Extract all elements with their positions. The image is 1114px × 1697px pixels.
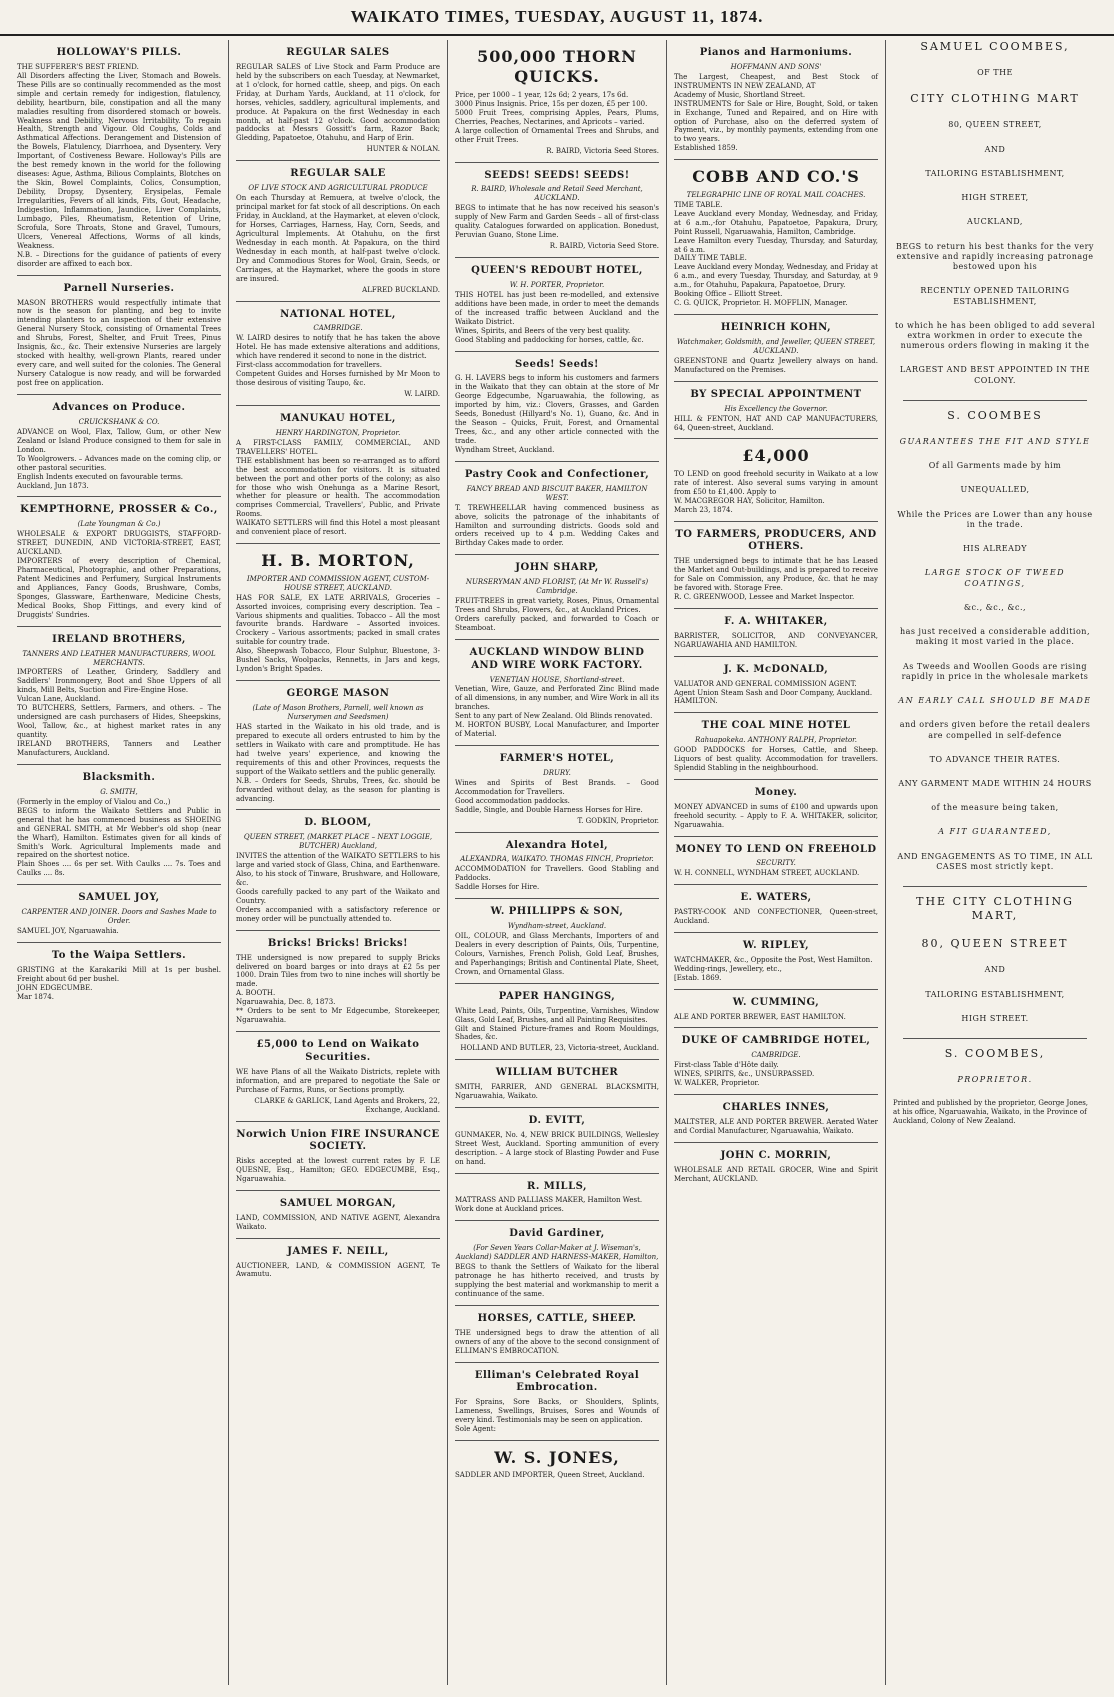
advertisement: [455, 1174, 659, 1222]
advertisement-subheading: (For Seven Years Collar-Maker at J. Wiseman's, Auckland) SADDLER AND HARNESS-MAKER, Hamilton,: [455, 1244, 659, 1262]
advertisement-heading: E. WATERS,: [740, 892, 812, 904]
advertisement-body: Venetian, Wire, Gauze, and Perforated Zinc Blind made of all dimensions, in any number, and Wire Work in all its branches. Sent to any part of New Zealand. Old Blinds renovated. M. HORTON BUSBY, Local Manufacturer, and Importer of Material.: [455, 685, 659, 739]
advertisement-heading: JAMES F. NEILL,: [287, 1245, 389, 1257]
coombes-line: AUCKLAND,: [967, 217, 1023, 227]
column-5-coombes-advert: [886, 40, 1104, 1685]
advertisement: [455, 1060, 659, 1108]
advertisement-body: GUNMAKER, No. 4, NEW BRICK BUILDINGS, Wellesley Street West, Auckland. Sporting ammunition of every description. – A large stock of Blasting Powder and Fuse on hand.: [455, 1130, 659, 1166]
advertisement-body: MASON BROTHERS would respectfully intimate that now is the season for planting, and beg to invite intending planters to an inspection of their extensive General Nursery Stock, consisting of Ornamental Trees and Shrubs, Forest, Shelter, and Fruit Trees, Pinus Insignis, &c., &c. Their extensive Nurseries are largely stocked with healthy, well-grown Plants, reared under every care, and well suited for the colonies. The General Nursery Catalogue is now ready, and will be forwarded post free on application.: [17, 298, 221, 388]
advertisement: [674, 522, 878, 609]
advertisement-body: White Lead, Paints, Oils, Turpentine, Varnishes, Window Glass, Gold Leaf, Brushes, and all Painting Requisites. Gilt and Stained Picture-frames and Room Mouldings, Shades, &c.: [455, 1006, 659, 1042]
advertisement-body: ACCOMMODATION for Travellers. Good Stabling and Paddocks. Saddle Horses for Hire.: [455, 865, 659, 892]
advertisement-body: VALUATOR AND GENERAL COMMISSION AGENT. Agent Union Steam Sash and Door Company, Auckland. HAMILTON.: [674, 679, 873, 706]
advertisement-subheading: SECURITY.: [756, 859, 796, 868]
coombes-line: S. COOMBES: [947, 408, 1043, 422]
advertisement-signature: R. BAIRD, Victoria Seed Stores.: [546, 146, 659, 155]
advertisement-heading: WILLIAM BUTCHER: [495, 1067, 619, 1079]
advertisement-heading: BY SPECIAL APPOINTMENT: [690, 388, 862, 400]
coombes-line: RECENTLY OPENED TAILORING ESTABLISHMENT,: [920, 286, 1070, 306]
coombes-line: &c., &c., &c.,: [963, 602, 1027, 612]
coombes-line: AND: [984, 965, 1006, 975]
advertisement: [455, 462, 659, 555]
advertisement-heading: KEMPTHORNE, PROSSER & Co.,: [20, 504, 218, 516]
advertisement-subheading: G. SMITH,: [100, 787, 138, 796]
advertisement-subheading: (Late of Mason Brothers, Parnell, well known as Nurserymen and Seedsmen): [252, 703, 424, 721]
advertisement-heading: D. BLOOM,: [304, 817, 372, 829]
advertisement-signature: HUNTER & NOLAN.: [366, 145, 440, 154]
column-4: [667, 40, 886, 1685]
advertisement: [17, 276, 221, 395]
coombes-line: As Tweeds and Woollen Goods are rising rapidly in price in the wholesale markets: [901, 661, 1089, 681]
advertisement-heading: HOLLOWAY'S PILLS.: [56, 47, 182, 58]
advertisement-subheading: FANCY BREAD AND BISCUIT BAKER, HAMILTON WEST.: [466, 484, 648, 502]
advertisement-signature: R. BAIRD, Victoria Seed Store.: [549, 242, 659, 251]
advertisement: [674, 439, 878, 521]
advertisement: [674, 1095, 878, 1143]
coombes-line: PROPRIETOR.: [957, 1075, 1033, 1085]
advertisement-body: SMITH, FARRIER, AND GENERAL BLACKSMITH, Ngaruawahia, Waikato.: [455, 1083, 659, 1101]
advertisement: [17, 943, 221, 1008]
newspaper-title: WAIKATO TIMES, TUESDAY, AUGUST 11, 1874.: [350, 7, 764, 26]
advertisement-signature: HOLLAND AND BUTLER, 23, Victoria-street, Auckland.: [460, 1044, 659, 1053]
masthead: [0, 0, 1114, 36]
advertisement: [455, 352, 659, 462]
advertisement-body: For Sprains, Sore Backs, or Shoulders, Splints, Lameness, Swellings, Bruises, Sores and Wounds of every kind. Testimonials may be seen on application. Sole Agent:: [455, 1398, 659, 1434]
advertisement-heading: DUKE OF CAMBRIDGE HOTEL,: [681, 1035, 871, 1047]
advertisement: [17, 497, 221, 626]
advertisement: [455, 1108, 659, 1174]
coombes-line: 80, QUEEN STREET,: [948, 120, 1042, 130]
advertisement-heading: David Gardiner,: [509, 1228, 605, 1240]
page-columns: [10, 40, 1104, 1685]
advertisement-subheading: VENETIAN HOUSE, Shortland-street.: [489, 675, 625, 684]
advertisement-heading: QUEEN'S REDOUBT HOTEL,: [471, 265, 643, 277]
advertisement-heading: Advances on Produce.: [52, 402, 186, 414]
advertisement: [674, 713, 878, 780]
coombes-line: LARGE STOCK OF TWEED COATINGS,: [924, 568, 1066, 588]
advertisement: [236, 1032, 440, 1121]
advertisement: [455, 640, 659, 746]
advertisement-heading: JOHN C. MORRIN,: [720, 1149, 832, 1161]
advertisement: [455, 555, 659, 640]
advertisement-heading: SEEDS! SEEDS! SEEDS!: [484, 169, 630, 181]
advertisement: [455, 40, 659, 163]
coombes-line: of the measure being taken,: [931, 803, 1059, 813]
advertisement: [236, 931, 440, 1032]
column-1: [10, 40, 229, 1685]
advertisement: [674, 933, 878, 990]
advertisement: [674, 609, 878, 657]
advertisement-body: ADVANCE on Wool, Flax, Tallow, Gum, or other New Zealand or Island Produce consigned to them for sale in London. To Woolgrowers. – Advances made on the coming clip, or other pastoral securities. English Indents executed on favourable terms. Auckland, Jun 1873.: [17, 427, 221, 490]
advertisement: [236, 1122, 440, 1191]
advertisement-subheading: Rahuapokeka. ANTHONY RALPH, Proprietor.: [695, 736, 857, 745]
coombes-line: LARGEST AND BEST APPOINTED IN THE COLONY.: [899, 365, 1091, 385]
coombes-line: TO ADVANCE THEIR RATES.: [929, 754, 1061, 764]
advertisement-body: SAMUEL JOY, Ngaruawahia.: [17, 927, 119, 936]
advertisement: [17, 395, 221, 497]
advertisement-body: First-class Table d'Hôte daily. WINES, SPIRITS, &c., UNSURPASSED. W. WALKER, Proprietor.: [674, 1061, 815, 1088]
column-2: [229, 40, 448, 1685]
advertisement: [236, 1191, 440, 1239]
advertisement: [455, 163, 659, 258]
advertisement-subheading: NURSERYMAN AND FLORIST, (At Mr W. Russell's) Cambridge.: [465, 578, 649, 596]
advertisement-body: BEGS to thank the Settlers of Waikato for the liberal patronage he has hitherto received, and trusts by supplying the best material and workmanship to merit a continuance of the same.: [455, 1263, 659, 1298]
advertisement-body: WE have Plans of all the Waikato Districts, replete with information, and are prepared to negotiate the Sale or Purchase of Farms, Runs, or Sections promptly.: [236, 1067, 440, 1094]
advertisement-heading: COBB AND CO.'S: [692, 167, 860, 187]
advertisement: [674, 837, 878, 886]
advertisement: [455, 1441, 659, 1486]
coombes-line: to which he has been obliged to add several extra workmen in order to execute the numerous orders flowing in making it the: [894, 320, 1096, 351]
advertisement-heading: R. MILLS,: [527, 1180, 587, 1192]
advertisement-body: MALTSTER, ALE AND PORTER BREWER. Aerated Water and Cordial Manufacturer, Ngaruawahia, Waikato.: [674, 1117, 878, 1135]
advertisement-heading: HEINRICH KOHN,: [720, 322, 832, 334]
advertisement-heading: Blacksmith.: [82, 771, 156, 783]
divider: [903, 886, 1087, 887]
advertisement-subheading: Watchmaker, Goldsmith, and Jeweller, QUEEN STREET, AUCKLAND.: [676, 337, 876, 355]
advertisement-heading: Norwich Union FIRE INSURANCE SOCIETY.: [236, 1128, 440, 1153]
advertisement: [236, 1239, 440, 1286]
advertisement-body: THIS HOTEL has just been re-modelled, and extensive additions have been made, in order to meet the demands of the increased traffic between Auckland and the Waikato District. Wines, Spirits, and Beers of the very best quality. Good Stabling and paddocking for horses, cattle, &c.: [455, 290, 659, 344]
coombes-line: 80, QUEEN STREET: [921, 937, 1069, 951]
advertisement-body: THE undersigned begs to intimate that he has Leased the Market and Out-buildings, and is prepared to receive for Sale on Commission, any Produce, &c. that he may be favored with. Storage Free. R. C. GREENWOOD, Lessee and Market Inspector.: [674, 557, 878, 602]
advertisement-body: GREENSTONE and Quartz Jewellery always on hand. Manufactured on the Premises.: [674, 356, 878, 374]
advertisement-body: LAND, COMMISSION, AND NATIVE AGENT, Alexandra Waikato.: [236, 1213, 440, 1231]
divider: [903, 1038, 1087, 1039]
advertisement-heading: W. CUMMING,: [732, 996, 820, 1008]
advertisement-subheading: TELEGRAPHIC LINE OF ROYAL MAIL COACHES.: [686, 190, 866, 199]
advertisement: [236, 40, 440, 161]
advertisement-body: INVITES the attention of the WAIKATO SETTLERS to his large and varied stock of Glass, China, and Earthenware. Also, to his stock of Tinware, Brushware, and Holloware, &c. Goods carefully packed to any part of the Waikato and Country. Orders accompanied with a satisfactory reference or money order will be punctually attended to.: [236, 852, 440, 923]
advertisement: [674, 885, 878, 933]
coombes-line: HIS ALREADY: [962, 544, 1028, 554]
advertisement-signature: CLARKE & GARLICK, Land Agents and Brokers, 22, Exchange, Auckland.: [254, 1096, 440, 1114]
advertisement-body: TIME TABLE. Leave Auckland every Monday, Wednesday, and Friday, at 6 a.m.,-for Otahuhu, Papatoetoe, Papakura, Drury, Point Russell, Ngaruawahia, Hamilton, Cambridge. Leave Hamilton every Tuesday, Thursday, and Saturday, at 6 a.m. DAILY TIME TABLE. Leave Auckland every Monday, Wednesday, and Friday at 6 a.m., and every Tuesday, Thursday, and Saturday, at 9 a.m., for Otahuhu, Papakura, Papatoetoe, Drury. Booking Office – Elliott Street. C. G. QUICK, Proprietor. H. MOFFLIN, Manager.: [674, 200, 878, 308]
advertisement-subheading: CAMBRIDGE.: [751, 1051, 801, 1060]
advertisement-heading: GEORGE MASON: [286, 688, 390, 700]
advertisement-heading: NATIONAL HOTEL,: [280, 308, 396, 320]
advertisement-heading: Alexandra Hotel,: [505, 839, 609, 851]
advertisement-heading: To the Waipa Settlers.: [51, 949, 187, 961]
advertisement-heading: Seeds! Seeds!: [515, 358, 599, 370]
advertisement-body: On each Thursday at Remuera, at twelve o'clock, the principal market for fat stock of all descriptions. On each Friday, in Auckland, at the Haymarket, at eleven o'clock, for Horses, Carriages, Harness, Hay, Corn, Seeds, and Agricultural Implements. At Otahuhu, on the first Wednesday in each month. At Papakura, on the third Wednesday in each month, at half-past twelve o'clock. Dry and Commodious Stores for Wool, Grain, Seeds, or Carriages, at the Haymarket, where the goods in store are insured.: [236, 194, 440, 283]
advertisement-heading: H. B. MORTON,: [261, 551, 415, 571]
advertisement-extra: Academy of Music, Shortland Street. INSTRUMENTS for Sale or Hire, Bought, Sold, or taken in Exchange, Tuned and Repaired, and on Hire with option of Purchase, also on the deferred system of Payment, viz., by monthly payments, extending from one to two years. Established 1859.: [674, 90, 878, 153]
advertisement-heading: AUCKLAND WINDOW BLIND AND WIRE WORK FACTORY.: [469, 646, 645, 671]
printer-imprint: Printed and published by the proprietor, George Jones, at his office, Ngaruawahia, Waikato, in the Province of Auckland, Colony of New Zealand.: [893, 1099, 1089, 1126]
coombes-line: has just received a considerable addition, making it most varied in the place.: [899, 627, 1090, 647]
advertisement-heading: TO FARMERS, PRODUCERS, AND OTHERS.: [675, 528, 877, 553]
advertisement-subheading: CRUICKSHANK & CO.: [78, 417, 160, 426]
advertisement: [236, 161, 440, 301]
advertisement-heading: CHARLES INNES,: [722, 1102, 830, 1114]
advertisement-subheading: ALEXANDRA, WAIKATO. THOMAS FINCH, Proprietor.: [460, 855, 654, 864]
coombes-line: CITY CLOTHING MART: [910, 92, 1080, 106]
advertisement: [236, 810, 440, 930]
advertisement-body: AUCTIONEER, LAND, & COMMISSION AGENT, Te Awamutu.: [236, 1261, 440, 1279]
advertisement-heading: REGULAR SALES: [286, 47, 390, 58]
column-3: [448, 40, 667, 1685]
advertisement-heading: W. S. JONES,: [494, 1447, 620, 1467]
coombes-line: OF THE: [977, 68, 1013, 78]
advertisement-subheading: CAMBRIDGE.: [313, 324, 363, 333]
advertisement-heading: 500,000 THORN QUICKS.: [477, 47, 637, 87]
advertisement: [236, 302, 440, 406]
advertisement-body: A FIRST-CLASS FAMILY, COMMERCIAL, AND TRAVELLERS' HOTEL. THE establishment has been so re-arranged as to afford the best accommodation for visitors. It is situated between the port and other ports of the colony; as also for those who wish Onehunga as a Marine Resort, whether for pleasure or health. The accommodation comprises Commercial, Travellers', Public, and Private Rooms. WAIKATO SETTLERS will find this Hotel a most pleasant and convenient place of resort.: [236, 438, 440, 537]
advertisement: [455, 833, 659, 900]
advertisement-body: OIL, COLOUR, and Glass Merchants, Importers of and Dealers in every description of Paints, Oils, Turpentine, Colours, Varnishes, French Polish, Gold Leaf, Brushes, and Paperhangings; British and Continental Plate, Sheet, Crown, and Ornamental Glass.: [455, 932, 659, 976]
advertisement-heading: PAPER HANGINGS,: [498, 990, 616, 1002]
advertisement-body: BARRISTER, SOLICITOR, AND CONVEYANCER, NGARUAWAHIA AND HAMILTON.: [674, 631, 878, 649]
advertisement-body: (Formerly in the employ of Vialou and Co.,) BEGS to inform the Waikato Settlers and Public in general that he has commenced business as SHOEING and GENERAL SMITH, at Mr Webber's old shop (near the Wharf), Hamilton. Estimates given for all kinds of Smith's Work. Agricultural Implements made and repaired on the shortest notice. Plain Shoes .... 6s per set. With Caulks .... 7s. Toes and Caulks .... 8s.: [17, 797, 221, 878]
advertisement-heading: SAMUEL MORGAN,: [279, 1198, 397, 1210]
advertisement-body: W. H. CONNELL, WYNDHAM STREET, AUCKLAND.: [674, 869, 860, 878]
advertisement-subheading: CARPENTER AND JOINER. Doors and Sashes Made to Order.: [21, 908, 217, 926]
advertisement-body: TO LEND on good freehold security in Waikato at a low rate of interest. Also several sums varying in amount from £50 to £1,400. Apply to W. MACGREGOR HAY, Solicitor, Hamilton. March 23, 1874.: [674, 469, 878, 514]
advertisement-body: W. LAIRD desires to notify that he has taken the above Hotel. He has made extensive alterations and additions, which have rendered it second to none in the district. First-class accommodation for travellers. Competent Guides and Horses furnished by Mr Moon to those desirous of visiting Taupo, &c.: [236, 334, 440, 388]
coombes-line: TAILORING ESTABLISHMENT,: [925, 989, 1065, 999]
coombes-line: UNEQUALLED,: [960, 485, 1030, 495]
advertisement-subheading: (Late Youngman & Co.): [77, 520, 161, 529]
coombes-line: AND: [984, 144, 1006, 154]
advertisement: [674, 657, 878, 714]
advertisement-body: MONEY ADVANCED in sums of £100 and upwards upon freehold security. – Apply to F. A. WHITAKER, solicitor, Ngaruawahia.: [674, 802, 878, 829]
advertisement-heading: MONEY TO LEND ON FREEHOLD: [675, 843, 877, 855]
advertisement-subheading: QUEEN STREET, (MARKET PLACE – NEXT LOGGIE, BUTCHER) Auckland,: [243, 833, 433, 851]
coombes-line: and orders given before the retail dealers are compelled in self-defence: [899, 720, 1091, 740]
coombes-line: S. COOMBES,: [944, 1047, 1046, 1061]
advertisement-body: The Largest, Cheapest, and Best Stock of INSTRUMENTS IN NEW ZEALAND, AT: [674, 72, 878, 90]
advertisement-body: HILL & FENTON, HAT AND CAP MANUFACTURERS, 64, Queen-street, Auckland.: [674, 414, 878, 432]
advertisement-subheading: Wyndham-street, Auckland.: [507, 922, 607, 931]
advertisement-heading: IRELAND BROTHERS,: [52, 633, 186, 645]
advertisement: [674, 40, 878, 160]
coombes-line: THE CITY CLOTHING MART,: [916, 895, 1074, 923]
advertisement: [17, 627, 221, 765]
advertisement: [674, 780, 878, 837]
advertisement-body: GOOD PADDOCKS for Horses, Cattle, and Sheep. Liquors of best quality. Accommodation for travellers. Splendid Stabling in the neighbourhood.: [674, 746, 878, 773]
advertisement-subheading: TANNERS AND LEATHER MANUFACTURERS, WOOL MERCHANTS.: [22, 649, 216, 667]
advertisement-body: SADDLER AND IMPORTER, Queen Street, Auckland.: [455, 1471, 645, 1480]
advertisement-body: WATCHMAKER, &c., Opposite the Post, West Hamilton. Wedding-rings, Jewellery, etc., [Estab. 1869.: [674, 955, 873, 982]
advertisement-signature: T. GODKIN, Proprietor.: [577, 816, 659, 825]
advertisement-subheading: His Excellency the Governor.: [724, 404, 828, 413]
advertisement: [236, 544, 440, 681]
advertisement-body: THE undersigned is now prepared to supply Bricks delivered on board barges or into drays at £2 5s per 1000. Drain Tiles from two to nine inches will shortly be made. A. BOOTH. Ngaruawahia, Dec. 8, 1873. ** Orders to be sent to Mr Edgecumbe, Storekeeper, Ngaruawahia.: [236, 953, 440, 1025]
advertisement-body: Price, per 1000 – 1 year, 12s 6d; 2 years, 17s 6d. 3000 Pinus Insignis. Price, 15s per dozen, £5 per 100. 5000 Fruit Trees, comprising Apples, Pears, Plums, Cherries, Peaches, Nectarines, and Apricots – varied. A large collection of Ornamental Trees and Shrubs, and other Fruit Trees.: [455, 90, 659, 144]
advertisement-signature: ALFRED BUCKLAND.: [362, 285, 440, 294]
advertisement-body: WHOLESALE AND RETAIL GROCER, Wine and Spirit Merchant, AUCKLAND.: [674, 1165, 878, 1183]
advertisement: [674, 1028, 878, 1095]
advertisement-heading: D. EVITT,: [528, 1115, 586, 1127]
advertisement-body: HAS FOR SALE, EX LATE ARRIVALS, Groceries – Assorted invoices, comprising every description. Tea – Various shipments and qualities. Tobacco – All the most favourite brands. Hardware – Assorted invoices. Crockery – Various assortments; packed in small crates suitable for country trade. Also, Sheepwash Tobacco, Flour Sulphur, Bluestone, 3-Bushel Sacks, Woolpacks, Rennetts, in Jars and kegs, Lyndon's Bright Spades.: [236, 593, 440, 674]
coombes-line: While the Prices are Lower than any house in the trade.: [897, 509, 1093, 529]
advertisement-heading: SAMUEL JOY,: [78, 892, 160, 904]
advertisement-heading: JOHN SHARP,: [515, 562, 599, 574]
advertisement-subheading: W. H. PORTER, Proprietor.: [509, 280, 605, 289]
advertisement-subheading: R. BAIRD, Wholesale and Retail Seed Merchant, AUCKLAND.: [471, 185, 643, 203]
advertisement-heading: THE COAL MINE HOTEL: [701, 720, 851, 732]
advertisement-heading: W. RIPLEY,: [742, 940, 810, 952]
coombes-line: AN EARLY CALL SHOULD BE MADE: [898, 696, 1092, 706]
advertisement-body: HAS started in the Waikato in his old trade, and is prepared to execute all orders entrusted to him by the settlers in Waikato with care and promptitude. He has had twelve years' experience, and knowing the requirements of this and other Provinces, requests the support of the Waikato settlers and the public generally. N.B. – Orders for Seeds, Shrubs, Trees, &c. should be forwarded without delay, as the season for planting is advancing.: [236, 722, 440, 803]
coombes-line: GUARANTEES THE FIT AND STYLE: [899, 436, 1091, 446]
advertisement: [455, 899, 659, 984]
advertisement-subheading: IMPORTER AND COMMISSION AGENT, CUSTOM-HOUSE STREET, AUCKLAND.: [246, 574, 430, 592]
advertisement-heading: MANUKAU HOTEL,: [280, 412, 396, 424]
advertisement-subheading: HENRY HARDINGTON, Proprietor.: [275, 428, 401, 437]
advertisement: [674, 990, 878, 1029]
advertisement: [236, 681, 440, 810]
coombes-line: BEGS to return his best thanks for the very extensive and rapidly increasing patronage bestowed upon his: [896, 241, 1094, 272]
advertisement-subheading: DRURY.: [543, 768, 571, 777]
advertisement-body: BEGS to intimate that he has now received his season's supply of New Farm and Garden Seeds – all of first-class quality. Catalogues forwarded on application. Bonedust, Peruvian Guano, Stone Lime.: [455, 204, 659, 240]
advertisement-body: G. H. LAVERS begs to inform his customers and farmers in the Waikato that they can obtain at the store of Mr George Edgecumbe, Ngaruawahia, the following, as imported by him, viz.: Clovers, Grasses, and Garden Seeds, Bonedust (Hillyard's No. 1), Guano, &c. And in the Season – Quicks, Fruit, Forest, and Ornamental Trees, &c., and any other article connected with the trade. Wyndham Street, Auckland.: [455, 374, 659, 454]
advertisement-body: THE SUFFERER'S BEST FRIEND. All Disorders affecting the Liver, Stomach and Bowels. These Pills are so continually recommended as the most simple and certain remedy for indigestion, flatulency, debility, heartburn, bile, constipation and all the many maladies resulting from disordered stomach or bowels. Weakness and Debility, Nervous Irritability. To regain Health, Strength and Vigour. Old Coughs, Colds and Asthmatical Affections. Derangement and Distension of the Bowels, Flatulency, Diarrhoea, and Dysentery. Very Important, of Costiveness Beware. Holloway's Pills are the best remedy known in the world for the following diseases: Ague, Asthma, Bilious Complaints, Blotches on the Skin, Bowel Complaints, Colics, Consumption, Debility, Dropsy, Dysentery, Erysipelas, Female Irregularities, Fevers of all kinds, Fits, Gout, Headache, Indigestion, Inflammation, Jaundice, Liver Complaints, Lumbago, Piles, Rheumatism, Retention of Urine, Scrofula, Sore Throats, Stone and Gravel, Tumours, Ulcers, Venereal Affections, Worms of all kinds, Weakness. N.B. – Directions for the guidance of patients of every disorder are affixed to each box.: [17, 62, 221, 268]
advertisement-heading: Bricks! Bricks! Bricks!: [267, 937, 409, 949]
advertisement: [674, 315, 878, 382]
coombes-line: SAMUEL COOMBES,: [920, 40, 1070, 53]
coombes-line: A FIT GUARANTEED,: [938, 827, 1052, 837]
advertisement: [17, 885, 221, 943]
advertisement-body: ALE AND PORTER BREWER, EAST HAMILTON.: [674, 1012, 846, 1021]
advertisement-body: Wines and Spirits of Best Brands. – Good Accommodation for Travellers. Good accommodation paddocks. Saddle, Single, and Double Harness Horses for Hire.: [455, 778, 659, 814]
divider: [903, 400, 1087, 401]
advertisement: [674, 382, 878, 440]
advertisement-signature: W. LAIRD.: [404, 390, 440, 399]
advertisement-body: Risks accepted at the lowest current rates by F. LE QUESNE, Esq., Hamilton; GEO. EDGECUMBE, Esq., Ngaruawahia.: [236, 1157, 440, 1184]
advertisement: [455, 746, 659, 833]
advertisement-body: GRISTING at the Karakariki Mill at 1s per bushel. Freight about 6d per bushel. JOHN EDGECUMBE. Mar 1874.: [17, 965, 221, 1001]
advertisement-body: IMPORTERS of Leather, Grindery, Saddlery and Saddlers' Ironmongery, Boot and Shoe Uppers of all kinds, Mill Belts, Suction and Fire-Engine Hose. Vulcan Lane, Auckland. TO BUTCHERS, Settlers, Farmers, and others. – The undersigned are cash purchasers of Hides, Sheepskins, Wool, Tallow, &c., at highest market rates in any quantity. IRELAND BROTHERS, Tanners and Leather Manufacturers, Auckland.: [17, 668, 221, 758]
advertisement: [236, 406, 440, 544]
advertisement-heading: F. A. WHITAKER,: [724, 616, 828, 628]
advertisement-heading: J. K. McDONALD,: [723, 663, 829, 675]
advertisement-heading: £4,000: [742, 446, 810, 466]
advertisement-body: PASTRY-COOK AND CONFECTIONER, Queen-street, Auckland.: [674, 908, 878, 926]
advertisement-body: MATTRASS AND PALLIASS MAKER, Hamilton West. Work done at Auckland prices.: [455, 1196, 643, 1214]
advertisement: [674, 160, 878, 315]
advertisement: [17, 40, 221, 276]
coombes-line: AND ENGAGEMENTS AS TO TIME, IN ALL CASES most strictly kept.: [897, 851, 1093, 871]
advertisement: [455, 1363, 659, 1441]
advertisement: [455, 1306, 659, 1363]
coombes-line: HIGH STREET.: [961, 1013, 1029, 1023]
advertisement-heading: Elliman's Celebrated Royal Embrocation.: [474, 1369, 640, 1394]
advertisement-heading: HORSES, CATTLE, SHEEP.: [477, 1312, 637, 1324]
advertisement-heading: Parnell Nurseries.: [63, 282, 175, 294]
advertisement-heading: FARMER'S HOTEL,: [499, 753, 615, 765]
advertisement-subheading: HOFFMANN AND SONS': [730, 62, 822, 71]
coombes-line: Of all Garments made by him: [928, 461, 1062, 471]
coombes-line: HIGH STREET,: [961, 193, 1029, 203]
advertisement-heading: Money.: [754, 787, 798, 799]
coombes-line: ANY GARMENT MADE WITHIN 24 HOURS: [898, 778, 1092, 788]
advertisement: [455, 984, 659, 1061]
advertisement-body: WHOLESALE & EXPORT DRUGGISTS, STAFFORD-STREET, DUNEDIN, AND VICTORIA-STREET, EAST, AUCKLAND. IMPORTERS of every description of Chemical, Pharmaceutical, Photographic, and other Preparations, Patent Medicines and Perfumery, Surgical Instruments and Appliances, Fancy Goods, Brushware, Combs, Sponges, Glassware, Earthenware, Medicine Chests, Medical Books, Shop Fittings, and every kind of Druggists' Sundries.: [17, 530, 221, 619]
advertisement-body: REGULAR SALES of Live Stock and Farm Produce are held by the subscribers on each Tuesday, at Newmarket, at 1 o'clock, for horned cattle, sheep, and pigs. On each Friday, at Durham Yards, Auckland, at 11 o'clock, for horses, vehicles, saddlery, agricultural implements, and produce. At Papakura on the first Wednesday in each month, at half-past 12 o'clock. Good accommodation paddocks at Messrs Gossitt's farm, Razor Back; Gledding, Papatoetoe, Otahuhu, and Harp of Erin.: [236, 62, 440, 143]
advertisement: [674, 1143, 878, 1190]
advertisement: [455, 1221, 659, 1306]
advertisement-subheading: OF LIVE STOCK AND AGRICULTURAL PRODUCE: [248, 184, 428, 193]
advertisement-heading: £5,000 to Lend on Waikato Securities.: [256, 1039, 420, 1063]
advertisement-heading: REGULAR SALE: [290, 168, 386, 180]
coombes-line: TAILORING ESTABLISHMENT,: [925, 168, 1065, 178]
advertisement-heading: Pianos and Harmoniums.: [699, 47, 853, 58]
advertisement-heading: Pastry Cook and Confectioner,: [464, 468, 650, 480]
advertisement: [17, 765, 221, 885]
advertisement-body: T. TREWHEELLAR having commenced business as above, solicits the patronage of the inhabitants of Hamilton and surrounding districts. Goods sold and orders received up to 4 p.m. Wedding Cakes and Birthday Cakes made to order.: [455, 503, 659, 548]
advertisement: [455, 258, 659, 351]
advertisement-body: THE undersigned begs to draw the attention of all owners of any of the above to the second consignment of ELLIMAN'S EMBROCATION.: [455, 1328, 659, 1355]
advertisement-heading: W. PHILLIPPS & SON,: [490, 906, 624, 918]
advertisement-body: FRUIT-TREES in great variety, Roses, Pinus, Ornamental Trees and Shrubs, Flowers, &c., at Auckland Prices. Orders carefully packed, and forwarded to Coach or Steamboat.: [455, 597, 659, 632]
